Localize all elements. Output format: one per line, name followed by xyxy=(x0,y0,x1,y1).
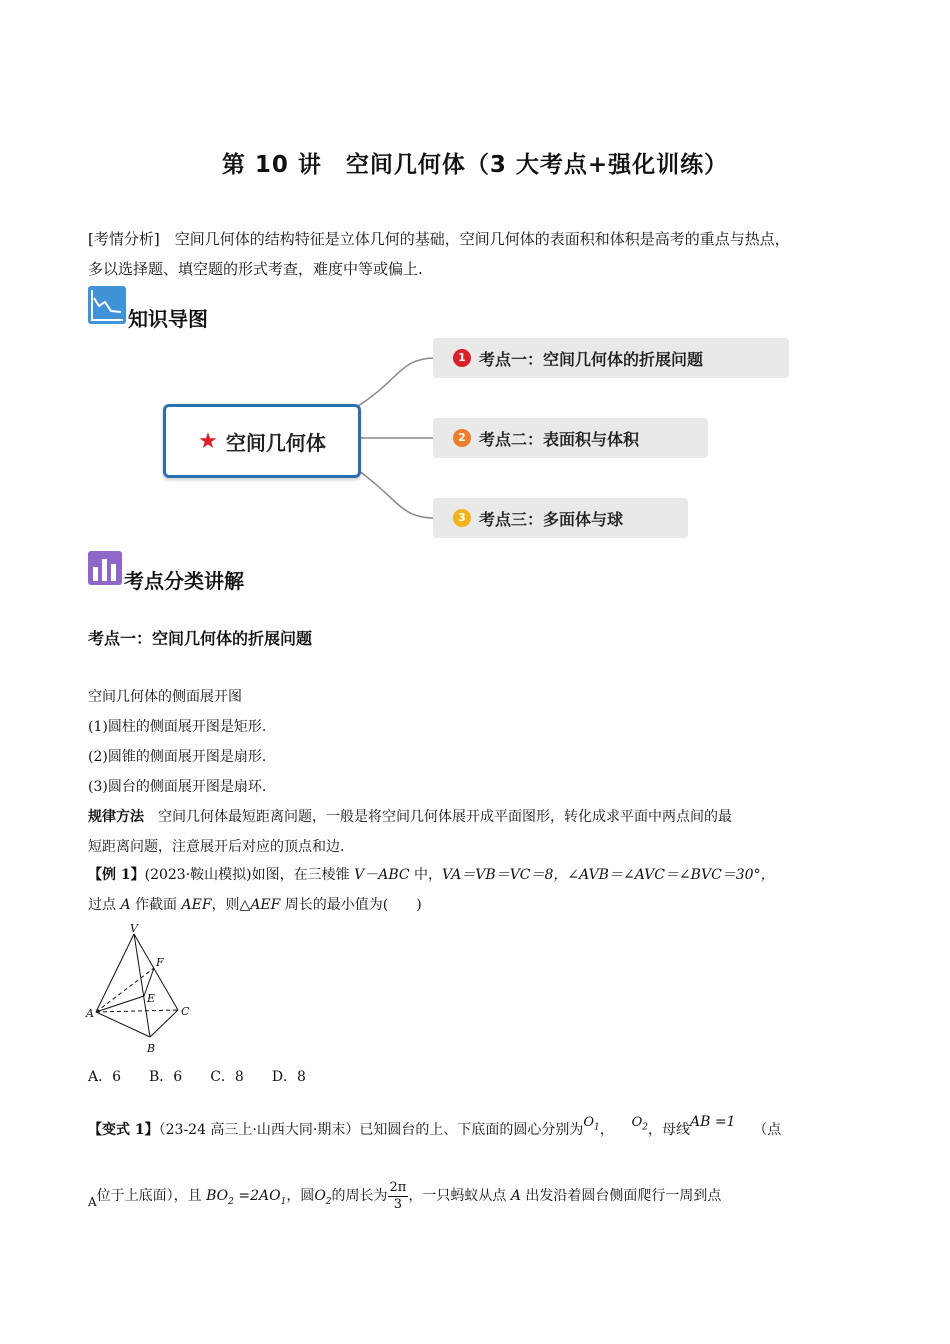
content-item-2: (2)圆锥的侧面展开图是扇形. xyxy=(88,749,267,765)
edge-ac xyxy=(96,1010,178,1012)
content-block xyxy=(88,682,878,862)
example-text: 作截面 xyxy=(130,897,182,913)
example-math: AEF xyxy=(181,897,212,913)
variant-math: $O_2$ xyxy=(631,1115,648,1133)
variant-text: 已知圆台的上、下底面的圆心分别为 xyxy=(359,1122,584,1138)
variant-math: A xyxy=(88,1195,97,1209)
variant-math: $O_1$ xyxy=(583,1115,600,1133)
example-math: VA＝VB＝VC＝8，∠AVB＝∠AVC＝∠BVC＝30°， xyxy=(442,867,775,883)
analysis-label: [考情分析] xyxy=(88,230,160,248)
variant-source: （23-24 高三上·山西大同·期末） xyxy=(158,1122,360,1138)
variant-math: AB =1 xyxy=(689,1114,736,1130)
example-math: AEF xyxy=(250,897,281,913)
section-heading: 考点分类讲解 xyxy=(124,569,244,593)
variant-math: $BO_2 =2AO_1$ xyxy=(206,1188,287,1207)
edge-bc xyxy=(150,1010,178,1037)
section-ae xyxy=(96,996,144,1012)
page-title: 第 10 讲 空间几何体（3 大考点+强化训练） xyxy=(221,152,729,178)
bar-chart-icon xyxy=(88,551,122,585)
label-c: C xyxy=(181,1005,190,1018)
label-v: V xyxy=(130,922,138,935)
mindmap-root-label: 空间几何体 xyxy=(225,430,326,455)
example-source: (2023·鞍山模拟) xyxy=(144,867,252,883)
pyramid-figure xyxy=(84,922,204,1057)
mindmap-root xyxy=(163,404,361,478)
variant-text: 出发沿着圆台侧面爬行一周到点 xyxy=(520,1188,722,1204)
content-item-3: (3)圆台的侧面展开图是扇环. xyxy=(88,779,267,795)
example-options: A．6 B．6 C．8 D．8 xyxy=(88,1069,306,1085)
variant-math: $O_2$ xyxy=(314,1188,332,1207)
variant-text: 的周长为 xyxy=(331,1188,388,1204)
example-text: 周长的最小值为( ) xyxy=(280,897,422,913)
variant-text: ，母线 xyxy=(647,1122,690,1138)
variant-math: A xyxy=(510,1188,521,1204)
example-1 xyxy=(88,860,878,920)
example-text: ，则△ xyxy=(211,897,251,913)
method-text-1: 空间几何体最短距离问题，一般是将空间几何体展开成平面图形，转化成求平面中两点间的最 xyxy=(158,809,732,825)
edge-ab xyxy=(96,1012,150,1037)
mindmap-node-label: 考点三：多面体与球 xyxy=(479,509,624,529)
example-label: 【例 1】 xyxy=(88,867,145,883)
variant-text: ，一只蚂蚁从点 xyxy=(408,1188,511,1204)
star-icon: ★ xyxy=(198,428,218,454)
knowledge-map-heading: 知识导图 xyxy=(128,307,208,331)
mindmap-node-2 xyxy=(433,418,708,458)
example-math: V－ABC xyxy=(354,867,410,883)
edge-vc xyxy=(134,934,178,1010)
label-e: E xyxy=(147,992,156,1005)
analysis-text-2: 多以选择题、填空题的形式考查，难度中等或偏上. xyxy=(88,260,423,278)
trend-chart-icon xyxy=(88,286,126,324)
content-intro: 空间几何体的侧面展开图 xyxy=(88,689,242,705)
example-text: 过点 xyxy=(88,897,121,913)
method-text-2: 短距离问题，注意展开后对应的顶点和边. xyxy=(88,839,345,855)
example-math: A xyxy=(120,897,131,913)
variant-text: 位于上底面），且 xyxy=(96,1188,202,1204)
number-1-icon: 1 xyxy=(453,349,471,367)
content-item-1: (1)圆柱的侧面展开图是矩形. xyxy=(88,719,267,735)
example-text: 中， xyxy=(409,867,443,883)
variant-1 xyxy=(88,1100,878,1224)
variant-text: ，圆 xyxy=(286,1188,315,1204)
variant-text: ， xyxy=(599,1122,614,1138)
mindmap-node-label: 考点二：表面积与体积 xyxy=(479,429,640,449)
example-text: 如图，在三棱锥 xyxy=(251,867,355,883)
edge-va xyxy=(96,934,134,1012)
label-a: A xyxy=(86,1007,94,1020)
analysis-paragraph xyxy=(88,224,878,284)
variant-label: 【变式 1】 xyxy=(88,1122,159,1138)
number-2-icon: 2 xyxy=(453,429,471,447)
mindmap-node-1 xyxy=(433,338,789,378)
analysis-text-1: 空间几何体的结构特征是立体几何的基础，空间几何体的表面积和体积是高考的重点与热点， xyxy=(174,230,790,248)
method-label: 规律方法 xyxy=(88,809,144,825)
topic-one-heading: 考点一：空间几何体的折展问题 xyxy=(88,629,313,648)
number-3-icon: 3 xyxy=(453,509,471,527)
fraction: $\frac{2\pi}{3}$ xyxy=(389,1179,407,1212)
label-f: F xyxy=(156,956,164,969)
mindmap-node-3 xyxy=(433,498,688,538)
mindmap-node-label: 考点一：空间几何体的折展问题 xyxy=(479,349,704,369)
label-b: B xyxy=(147,1042,156,1055)
variant-text: （点 xyxy=(753,1122,782,1138)
